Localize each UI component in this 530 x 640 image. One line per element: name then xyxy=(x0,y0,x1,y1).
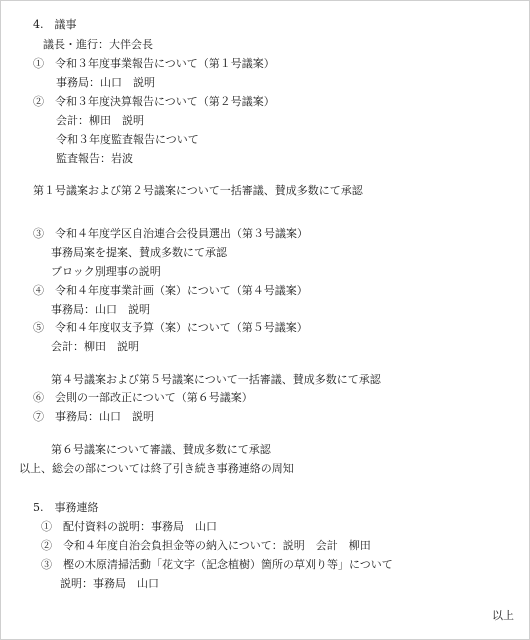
chair-line: 議長・進行：大伴会長 xyxy=(43,38,153,51)
notice-item-2: ② 令和４年度自治会負担金等の納入について：説明 会計 柳田 xyxy=(41,539,371,552)
agenda-item-3-note: 事務局案を提案、賛成多数にて承認 xyxy=(51,246,227,259)
closing-ijo: 以上 xyxy=(492,609,514,622)
resolution-1-2: 第１号議案および第２号議案について一括審議、賛成多数にて承認 xyxy=(33,184,363,197)
agenda-item-2-note: 会計：柳田 説明 xyxy=(56,114,144,127)
agenda-item-3: ③ 令和４年度学区自治連合会役員選出（第３号議案） xyxy=(33,227,308,240)
agenda-item-2: ② 令和３年度決算報告について（第２号議案） xyxy=(33,95,275,108)
notice-item-3: ③ 樫の木原清掃活動「花文字（記念植樹）箇所の草刈り等」について xyxy=(41,558,393,571)
notice-item-1: ① 配付資料の説明：事務局 山口 xyxy=(41,520,217,533)
agenda-item-5-note: 会計：柳田 説明 xyxy=(51,340,139,353)
agenda-item-1-note: 事務局：山口 説明 xyxy=(56,76,155,89)
audit-report-line: 令和３年度監査報告について xyxy=(56,133,199,146)
notice-item-3-note: 説明：事務局 山口 xyxy=(60,577,159,590)
agenda-item-7: ⑦ 事務局：山口 説明 xyxy=(33,410,154,423)
audit-reporter: 監査報告：岩波 xyxy=(56,152,133,165)
general-meeting-end: 以上、総会の部については終了引き続き事務連絡の周知 xyxy=(19,462,294,475)
block-director-line: ブロック別理事の説明 xyxy=(51,265,161,278)
agenda-item-4-note: 事務局：山口 説明 xyxy=(51,303,150,316)
resolution-6: 第６号議案について審議、賛成多数にて承認 xyxy=(51,443,271,456)
agenda-item-5: ⑤ 令和４年度収支予算（案）について（第５号議案） xyxy=(33,321,308,334)
agenda-item-6: ⑥ 会則の一部改正について（第６号議案） xyxy=(33,391,253,404)
section-5-heading: 5. 事務連絡 xyxy=(33,501,99,514)
agenda-item-1: ① 令和３年度事業報告について（第１号議案） xyxy=(33,57,275,70)
section-4-heading: 4. 議事 xyxy=(33,18,77,31)
agenda-item-4: ④ 令和４年度事業計画（案）について（第４号議案） xyxy=(33,284,308,297)
resolution-4-5: 第４号議案および第５号議案について一括審議、賛成多数にて承認 xyxy=(51,373,381,386)
